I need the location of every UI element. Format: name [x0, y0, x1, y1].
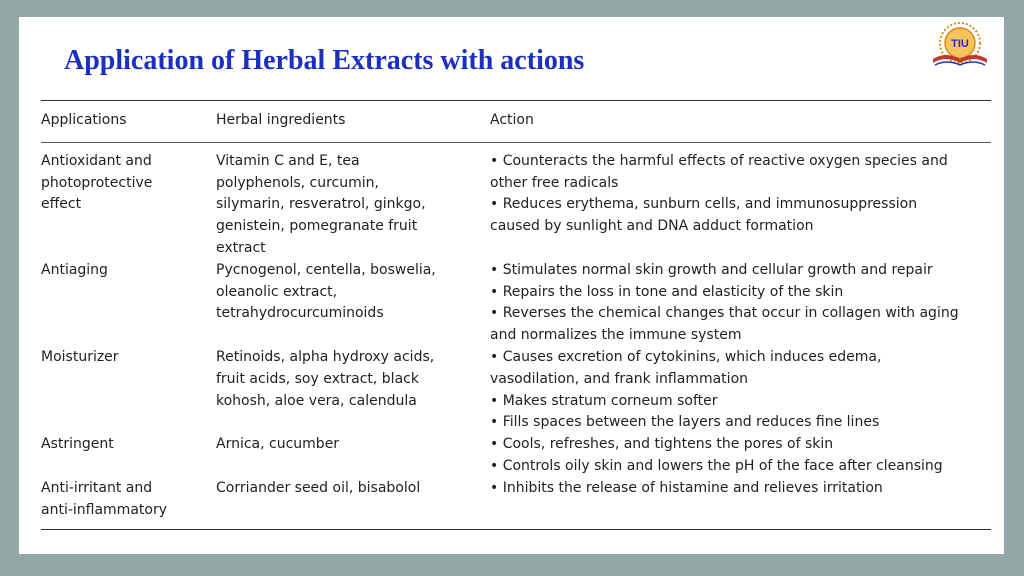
- header-applications: Applications: [41, 112, 127, 128]
- ingredients-cell: [216, 347, 490, 434]
- table-row: [41, 260, 991, 347]
- action-line: • Reduces erythema, sunburn cells, and immunosuppression: [490, 196, 918, 213]
- header-herbal-ingredients: Herbal ingredients: [216, 112, 346, 128]
- ingredients-line: oleanolic extract,: [216, 283, 338, 300]
- herbal-extracts-table: [41, 100, 991, 530]
- action-cell: [490, 143, 991, 260]
- application-line: anti-inflammatory: [41, 501, 167, 518]
- ingredients-line: Vitamin C and E, tea: [216, 152, 360, 169]
- application-cell: [41, 143, 216, 260]
- application-cell: [41, 260, 216, 347]
- action-line: • Reverses the chemical changes that occur in collagen with aging: [490, 305, 959, 322]
- ingredients-line: Pycnogenol, centella, boswelia,: [216, 261, 436, 278]
- application-line: Antiaging: [41, 261, 108, 278]
- logo-text: TIU: [951, 38, 969, 50]
- ingredients-cell: [216, 143, 490, 260]
- action-line: vasodilation, and frank inflammation: [490, 370, 749, 387]
- action-line: • Stimulates normal skin growth and cellular growth and repair: [490, 261, 933, 278]
- ingredients-line: Retinoids, alpha hydroxy acids,: [216, 348, 435, 365]
- action-cell: [490, 434, 991, 478]
- action-line: • Cools, refreshes, and tightens the pores of skin: [490, 436, 834, 453]
- action-cell: [490, 260, 991, 347]
- action-line: • Causes excretion of cytokinins, which induces edema,: [490, 348, 882, 365]
- table-header-row: [41, 101, 991, 142]
- ingredients-line: Corriander seed oil, bisabolol: [216, 479, 421, 496]
- ingredients-line: silymarin, resveratrol, ginkgo,: [216, 196, 426, 213]
- ingredients-line: genistein, pomegranate fruit: [216, 218, 418, 235]
- table-row: [41, 434, 991, 478]
- table-body: [41, 143, 991, 522]
- ingredients-cell: [216, 478, 490, 522]
- application-line: Anti-irritant and: [41, 479, 153, 496]
- table-row: [41, 347, 991, 434]
- table-bottom-rule: [41, 529, 991, 530]
- action-line: and normalizes the immune system: [490, 327, 742, 344]
- application-line: effect: [41, 196, 82, 213]
- ingredients-cell: [216, 260, 490, 347]
- action-line: caused by sunlight and DNA adduct formation: [490, 218, 814, 235]
- action-line: • Repairs the loss in tone and elasticity of the skin: [490, 283, 844, 300]
- action-line: • Makes stratum corneum softer: [490, 392, 718, 409]
- application-line: Antioxidant and: [41, 152, 152, 169]
- ingredients-line: kohosh, aloe vera, calendula: [216, 392, 417, 409]
- action-line: other free radicals: [490, 174, 619, 191]
- application-line: photoprotective: [41, 174, 153, 191]
- ingredients-line: fruit acids, soy extract, black: [216, 370, 419, 387]
- slide-title: Application of Herbal Extracts with actions: [64, 45, 585, 76]
- table-row: [41, 143, 991, 260]
- application-cell: [41, 434, 216, 478]
- tiu-logo: [921, 21, 999, 71]
- application-cell: [41, 347, 216, 434]
- table-row: [41, 478, 991, 522]
- ingredients-line: Arnica, cucumber: [216, 436, 340, 453]
- slide: [19, 17, 1004, 554]
- action-cell: [490, 478, 991, 522]
- application-line: Moisturizer: [41, 348, 119, 365]
- application-cell: [41, 478, 216, 522]
- application-line: Astringent: [41, 436, 114, 453]
- action-line: • Controls oily skin and lowers the pH of the face after cleansing: [490, 457, 943, 474]
- ingredients-line: extract: [216, 239, 266, 256]
- action-line: • Inhibits the release of histamine and relieves irritation: [490, 479, 883, 496]
- action-line: • Fills spaces between the layers and reduces fine lines: [490, 414, 880, 431]
- action-line: • Counteracts the harmful effects of reactive oxygen species and: [490, 152, 948, 169]
- action-cell: [490, 347, 991, 434]
- data-table: [41, 101, 991, 521]
- ingredients-cell: [216, 434, 490, 478]
- ingredients-line: polyphenols, curcumin,: [216, 174, 379, 191]
- ingredients-line: tetrahydrocurcuminoids: [216, 305, 384, 322]
- header-action: Action: [490, 112, 534, 128]
